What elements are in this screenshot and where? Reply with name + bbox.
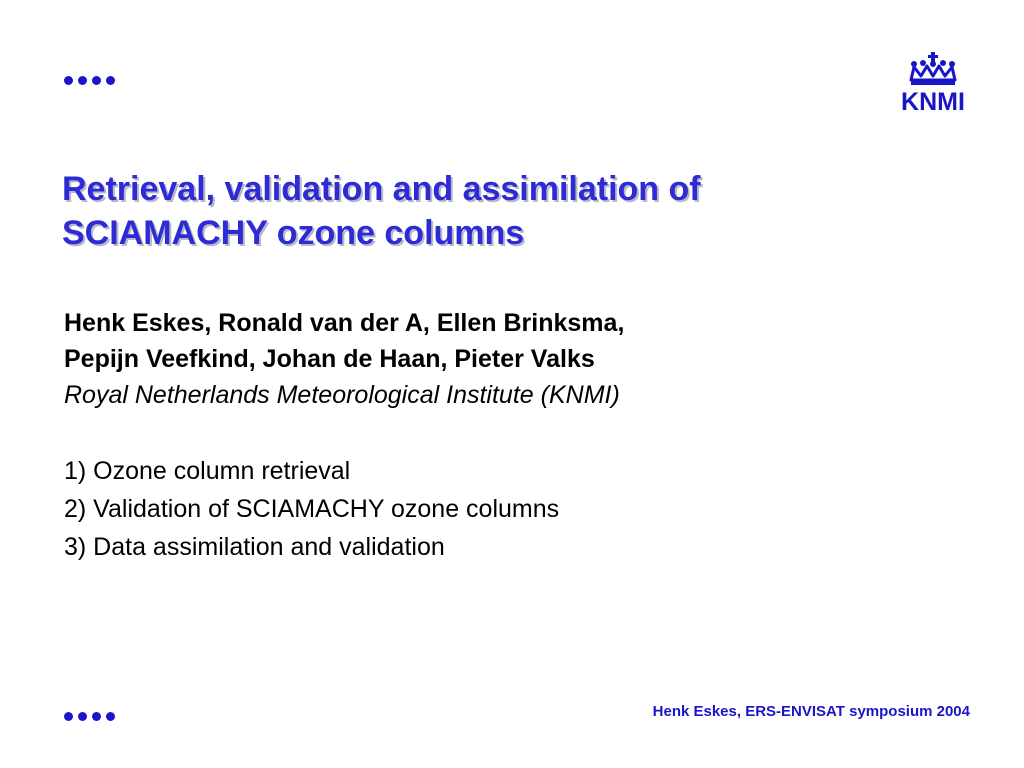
bullet-dot <box>64 712 73 721</box>
authors-block <box>64 305 624 413</box>
bottom-bullet-dots <box>64 712 115 721</box>
author-names-line: Henk Eskes, Ronald van der A, Ellen Brinksma, <box>64 309 625 337</box>
bullet-dot <box>92 712 101 721</box>
bullet-dot <box>92 76 101 85</box>
footer-text: Henk Eskes, ERS-ENVISAT symposium 2004 <box>652 703 970 720</box>
author-names-line: Pepijn Veefkind, Johan de Haan, Pieter Valks <box>64 345 595 373</box>
bullet-dot <box>64 76 73 85</box>
logo-text: KNMI <box>901 88 965 116</box>
outline-list <box>64 452 559 566</box>
title-line: Retrieval, validation and assimilation of <box>62 170 701 208</box>
affiliation: Royal Netherlands Meteorological Institute (KNMI) <box>64 381 620 409</box>
outline-item: 2) Validation of SCIAMACHY ozone columns <box>64 495 560 523</box>
crown-icon <box>894 50 972 90</box>
bullet-dot <box>106 76 115 85</box>
top-bullet-dots <box>64 76 115 85</box>
knmi-logo <box>894 50 972 116</box>
bullet-dot <box>78 712 87 721</box>
slide-title <box>62 167 882 255</box>
outline-item: 1) Ozone column retrieval <box>64 457 351 485</box>
bullet-dot <box>78 76 87 85</box>
bullet-dot <box>106 712 115 721</box>
title-line: SCIAMACHY ozone columns <box>62 214 525 252</box>
outline-item: 3) Data assimilation and validation <box>64 533 445 561</box>
